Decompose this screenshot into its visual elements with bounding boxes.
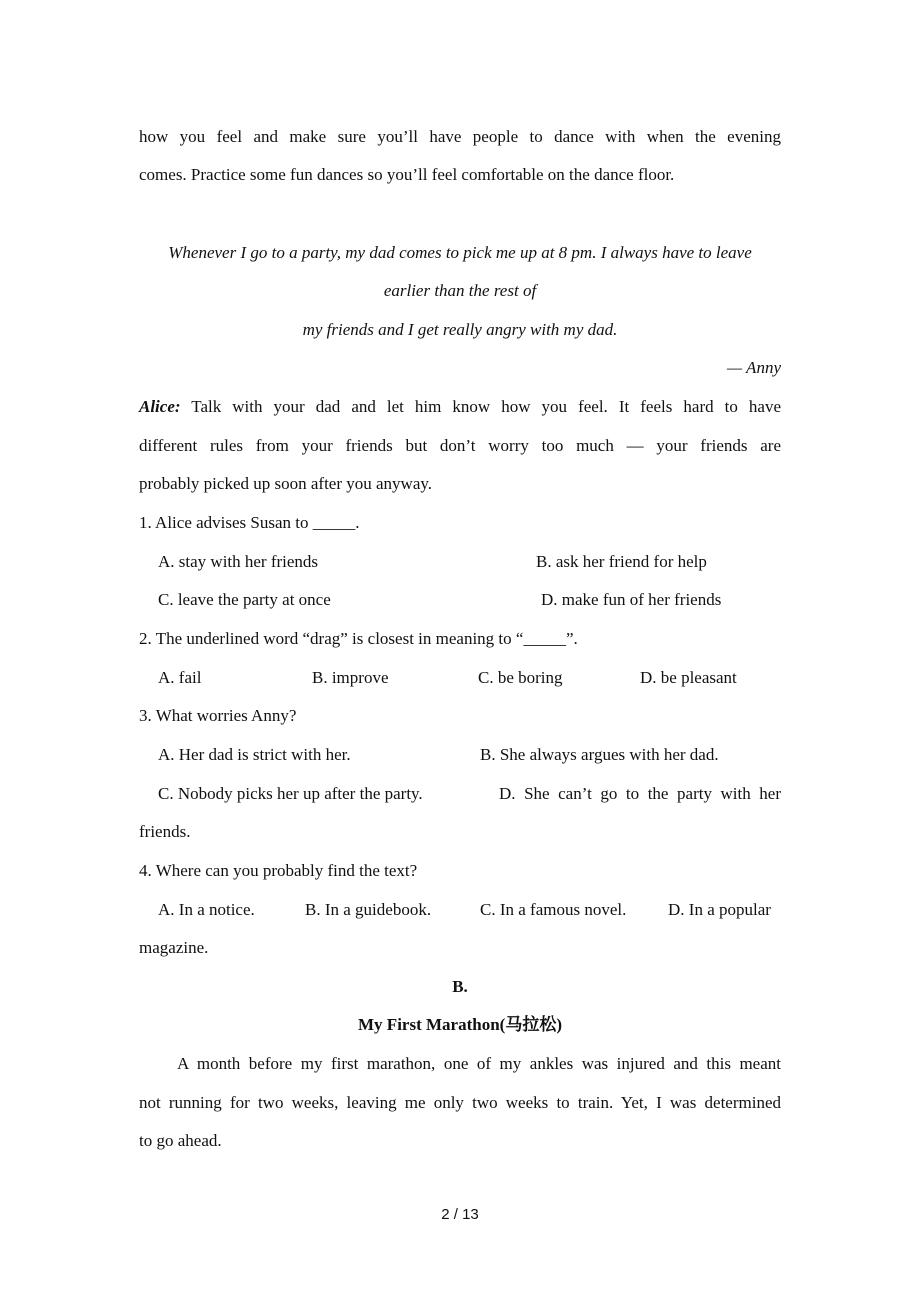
- letter-line-3: my friends and I get really angry with my dad.: [302, 320, 618, 339]
- question-1-stem: 1. Alice advises Susan to _____.: [139, 513, 360, 532]
- question-4-option-d: D. In a popular: [668, 900, 771, 919]
- question-4-option-b: B. In a guidebook.: [305, 900, 432, 919]
- reply-line-2: different rules from your friends but don’t worry too much — your friends are: [139, 436, 781, 455]
- question-2-option-c: C. be boring: [478, 668, 563, 687]
- letter-line-2: earlier than the rest of: [383, 281, 537, 300]
- reply-line-3: probably picked up soon after you anyway.: [139, 474, 433, 493]
- question-3-option-d-continuation: friends.: [139, 822, 191, 841]
- question-2-option-a: A. fail: [158, 668, 202, 687]
- question-1-option-a: A. stay with her friends: [158, 552, 319, 571]
- question-2-stem: 2. The underlined word “drag” is closest in meaning to “_____”.: [139, 629, 578, 648]
- section-label: B.: [452, 977, 468, 996]
- reply-line-1-text: Talk with your dad and let him know how you feel. It feels hard to have: [180, 397, 781, 416]
- question-1-option-b: B. ask her friend for help: [536, 552, 707, 571]
- reply-speaker: Alice:: [139, 397, 181, 416]
- question-4-option-c: C. In a famous novel.: [480, 900, 627, 919]
- section-title: My First Marathon(马拉松): [358, 1015, 562, 1034]
- passage-line-2: not running for two weeks, leaving me only two weeks to train. Yet, I was determined: [139, 1093, 781, 1112]
- letter-signature: — Anny: [727, 358, 781, 377]
- page-number: 2 / 13: [441, 1206, 479, 1223]
- letter-line-1: Whenever I go to a party, my dad comes to pick me up at 8 pm. I always have to leave: [168, 243, 752, 262]
- question-3-option-a: A. Her dad is strict with her.: [158, 745, 351, 764]
- question-1-option-c: C. leave the party at once: [158, 590, 331, 609]
- question-2-option-b: B. improve: [312, 668, 389, 687]
- intro-line-2: comes. Practice some fun dances so you’ll feel comfortable on the dance floor.: [139, 165, 675, 184]
- question-1-option-d: D. make fun of her friends: [541, 590, 722, 609]
- passage-line-1: A month before my first marathon, one of my ankles was injured and this meant: [177, 1054, 781, 1073]
- intro-line-1: how you feel and make sure you’ll have people to dance with when the evening: [139, 127, 781, 146]
- question-4-option-a: A. In a notice.: [158, 900, 255, 919]
- question-4-option-d-continuation: magazine.: [139, 938, 209, 957]
- passage-line-3: to go ahead.: [139, 1131, 222, 1150]
- reply-line-1: [139, 397, 781, 417]
- question-3-option-c: C. Nobody picks her up after the party.: [158, 784, 423, 803]
- question-3-option-d: D. She can’t go to the party with her: [499, 784, 781, 803]
- question-3-stem: 3. What worries Anny?: [139, 706, 297, 725]
- question-2-option-d: D. be pleasant: [640, 668, 737, 687]
- question-4-stem: 4. Where can you probably find the text?: [139, 861, 418, 880]
- question-3-option-b: B. She always argues with her dad.: [480, 745, 719, 764]
